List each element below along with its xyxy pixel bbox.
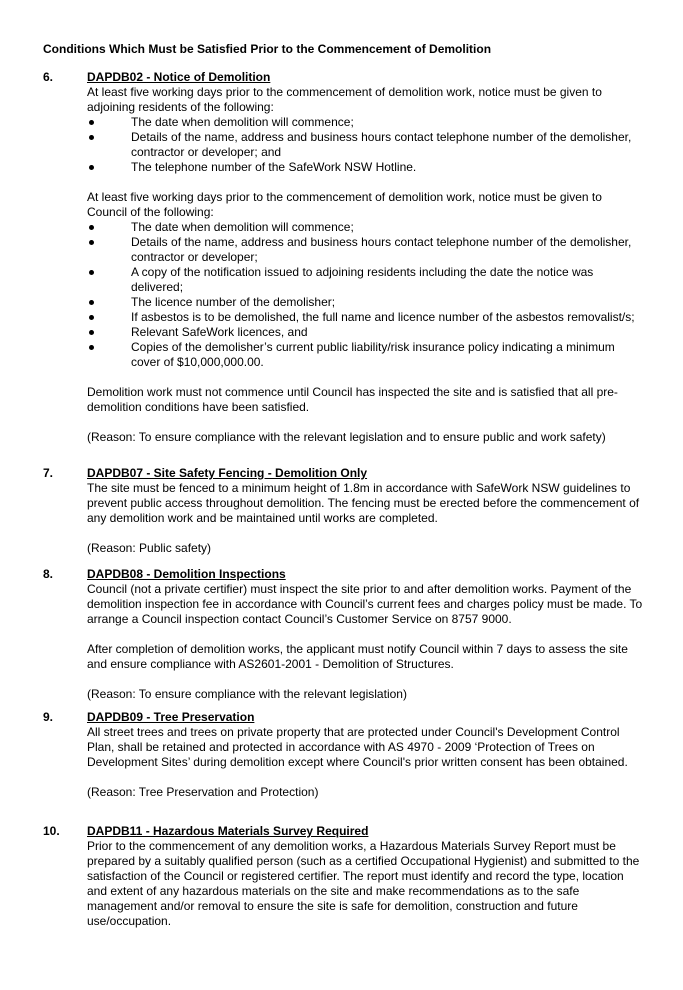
list-item: The date when demolition will commence; bbox=[87, 115, 643, 130]
condition-paragraph: Prior to the commencement of any demolition works, a Hazardous Materials Survey Report must be prepared by a suitably qualified person (such as a certified Occupational Hygienist) and submitted to the satisfaction of the Council or registered certifier. The report must identify and record the type, location and extent of any hazardous materials on the site and make recommendations as to the safe management and/or removal to ensure the site is safe for demolition, construction and future use/occupation. bbox=[87, 839, 640, 928]
condition-title: DAPDB11 - Hazardous Materials Survey Required bbox=[87, 824, 369, 838]
bullet-icon bbox=[89, 240, 94, 245]
list-item: Relevant SafeWork licences, and bbox=[87, 325, 643, 340]
bullet-icon bbox=[89, 120, 94, 125]
condition-paragraph: After completion of demolition works, the applicant must notify Council within 7 days to assess the site and ensure compliance with AS2601-2001 - Demolition of Structures. bbox=[87, 642, 628, 671]
condition-8 bbox=[43, 567, 643, 702]
condition-paragraph: Council (not a private certifier) must inspect the site prior to and after demolition works. Payment of the demolition inspection fee in accordance with Council’s current fees and charges policy must be made. To arrange a Council inspection contact Council’s Customer Service on 8757 9000. bbox=[87, 582, 643, 626]
condition-6 bbox=[43, 70, 643, 445]
condition-title: DAPDB08 - Demolition Inspections bbox=[87, 567, 286, 581]
condition-9 bbox=[43, 710, 643, 800]
condition-paragraph: All street trees and trees on private property that are protected under Council's Development Control Plan, shall be retained and protected in accordance with AS 4970 - 2009 ‘Protection of Trees on Development Sites’ during demolition except where Council's prior written consent has been obtained. bbox=[87, 725, 628, 769]
condition-reason: (Reason: Public safety) bbox=[87, 541, 212, 555]
bullet-icon bbox=[89, 135, 94, 140]
section-heading: Conditions Which Must be Satisfied Prior to the Commencement of Demolition bbox=[43, 42, 492, 56]
notice-council-list bbox=[87, 220, 643, 370]
condition-number: 7. bbox=[43, 466, 54, 480]
condition-paragraph: The site must be fenced to a minimum height of 1.8m in accordance with SafeWork NSW guidelines to prevent public access throughout demolition. The fencing must be erected before the commencement of any demolition work and be maintained until works are completed. bbox=[87, 481, 640, 525]
condition-reason: (Reason: Tree Preservation and Protection) bbox=[87, 785, 319, 799]
condition-title: DAPDB02 - Notice of Demolition bbox=[87, 70, 271, 84]
bullet-icon bbox=[89, 345, 94, 350]
list-item: Details of the name, address and business hours contact telephone number of the demolisher, contractor or developer; and bbox=[87, 130, 643, 160]
condition-number: 6. bbox=[43, 70, 54, 84]
list-item: The date when demolition will commence; bbox=[87, 220, 643, 235]
condition-10 bbox=[43, 824, 643, 929]
list-item: Copies of the demolisher’s current public liability/risk insurance policy indicating a minimum cover of $10,000,000.00. bbox=[87, 340, 643, 370]
condition-paragraph: Demolition work must not commence until Council has inspected the site and is satisfied that all pre-demolition conditions have been satisfied. bbox=[87, 385, 618, 414]
condition-title: DAPDB07 - Site Safety Fencing - Demolition Only bbox=[87, 466, 368, 480]
condition-title: DAPDB09 - Tree Preservation bbox=[87, 710, 255, 724]
list-item: If asbestos is to be demolished, the full name and licence number of the asbestos removalist/s; bbox=[87, 310, 643, 325]
bullet-icon bbox=[89, 315, 94, 320]
bullet-icon bbox=[89, 165, 94, 170]
list-item: Details of the name, address and business hours contact telephone number of the demolisher, contractor or developer; bbox=[87, 235, 643, 265]
condition-number: 9. bbox=[43, 710, 54, 724]
list-item: The licence number of the demolisher; bbox=[87, 295, 643, 310]
bullet-icon bbox=[89, 225, 94, 230]
notice-residents-list bbox=[87, 115, 643, 175]
condition-number: 8. bbox=[43, 567, 54, 581]
list-item: A copy of the notification issued to adjoining residents including the date the notice was delivered; bbox=[87, 265, 643, 295]
condition-number: 10. bbox=[43, 824, 60, 838]
condition-7 bbox=[43, 466, 643, 556]
condition-paragraph: At least five working days prior to the commencement of demolition work, notice must be given to Council of the following: bbox=[87, 190, 602, 219]
condition-reason: (Reason: To ensure compliance with the relevant legislation and to ensure public and work safety) bbox=[87, 430, 606, 444]
bullet-icon bbox=[89, 330, 94, 335]
bullet-icon bbox=[89, 270, 94, 275]
condition-reason: (Reason: To ensure compliance with the relevant legislation) bbox=[87, 687, 407, 701]
condition-paragraph: At least five working days prior to the commencement of demolition work, notice must be given to adjoining residents of the following: bbox=[87, 85, 602, 114]
list-item: The telephone number of the SafeWork NSW Hotline. bbox=[87, 160, 643, 175]
bullet-icon bbox=[89, 300, 94, 305]
